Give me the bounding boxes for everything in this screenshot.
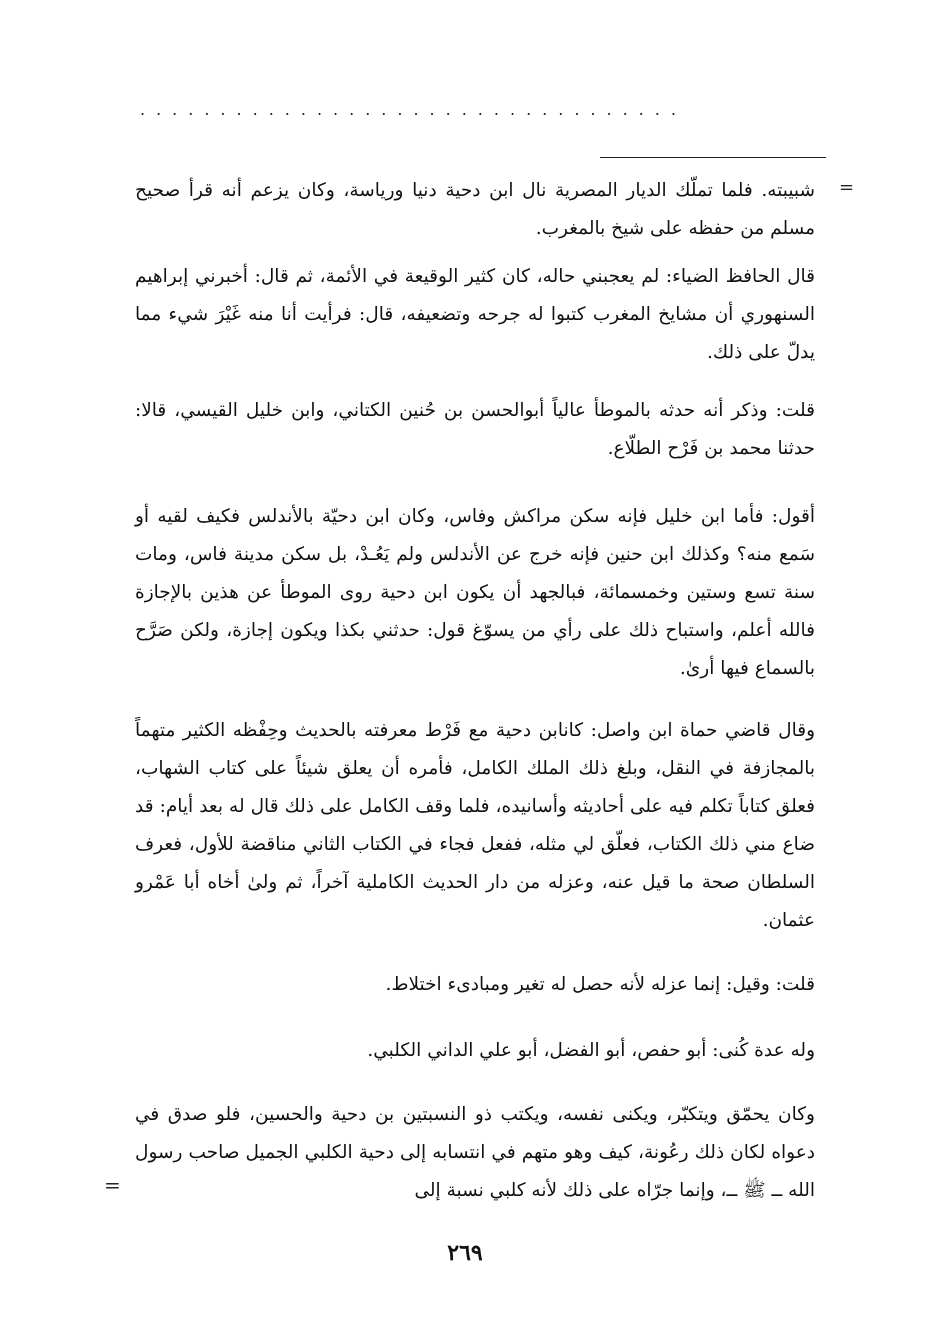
continuation-mark-bottom: = — [104, 1173, 121, 1197]
paragraph-1: شبيبته. فلما تملّك الديار المصرية نال ابن دحية دنيا ورياسة، وكان يزعم أنه قرأ صحيح مسلم من حفظه على شيخ بالمغرب. — [135, 180, 815, 239]
paragraph-8: وكان يحمّق ويتكبّر، ويكنى نفسه، ويكتب ذو النسبتين بن دحية والحسين، فلو صدق في دعواه لكان ذلك رعُونة، كيف وهو متهم في انتسابه إلى دحية الكلبي الجميل صاحب رسول الله ــ ﷺ ــ، وإنما جرّاه على ذلك لأنه كلبي نسبة إلى — [135, 1104, 815, 1201]
paragraph-5: وقال قاضي حماة ابن واصل: كانابن دحية مع فَرْط معرفته بالحديث وحِفْظه الكثير متهماً بالمجازفة في النقل، وبلغ ذلك الملك الكامل، فأمره أن يعلق شيئاً على كتاب الشهاب، فعلق كتاباً تكلم فيه على أحاديثه وأسانيده، فلما وقف الكامل على ذلك قال له بعد أيام: قد ضاع مني ذلك الكتاب، فعلّق لي مثله، ففعل فجاء في الكتاب الثاني مناقضة للأول، فعرف السلطان صحة ما قيل عنه، وعزله من دار الحديث الكاملية آخراً، ثم ولىٰ أخاه أبا عَمْرو عثمان. — [135, 720, 815, 931]
paragraph-3: قلت: وذكر أنه حدثه بالموطأ عالياً أبوالحسن بن حُنين الكتاني، وابن خليل القيسي، قالا: حدثنا محمد بن فَرْح الطلّاع. — [135, 400, 815, 459]
header-dotted-line: .................................. — [140, 100, 687, 119]
continuation-mark-top: = — [839, 177, 855, 198]
paragraph-2: قال الحافظ الضياء: لم يعجبني حاله، كان كثير الوقيعة في الأئمة، ثم قال: أخبرني إبراهيم السنهوري أن مشايخ المغرب كتبوا له جرحه وتضعيفه، قال: فرأيت أنا منه غَيْرَ شيء مما يدلّ على ذلك. — [135, 266, 815, 363]
paragraph-4: أقول: فأما ابن خليل فإنه سكن مراكش وفاس، وكان ابن دحيّة بالأندلس فكيف لقيه أو سَمع منه؟ وكذلك ابن حنين فإنه خرج عن الأندلس ولم يَعُـدْ، بل سكن مدينة فاس، ومات سنة تسع وستين وخمسمائة، فبالجهد أن يكون ابن دحية روى الموطأ عن هذين بالإجازة فالله أعلم، واستباح ذلك على رأي من يسوّغ قول: حدثني بكذا ويكون إجازة، ولكن صَرَّح بالسماع فيها أرىٰ. — [135, 506, 815, 679]
footnote-rule — [600, 157, 826, 158]
page-number: ٢٦٩ — [447, 1240, 483, 1266]
paragraph-6: قلت: وقيل: إنما عزله لأنه حصل له تغير ومبادىء اختلاط. — [385, 974, 815, 995]
paragraph-7: وله عدة كُنى: أبو حفص، أبو الفضل، أبو علي الداني الكلبي. — [367, 1040, 815, 1061]
